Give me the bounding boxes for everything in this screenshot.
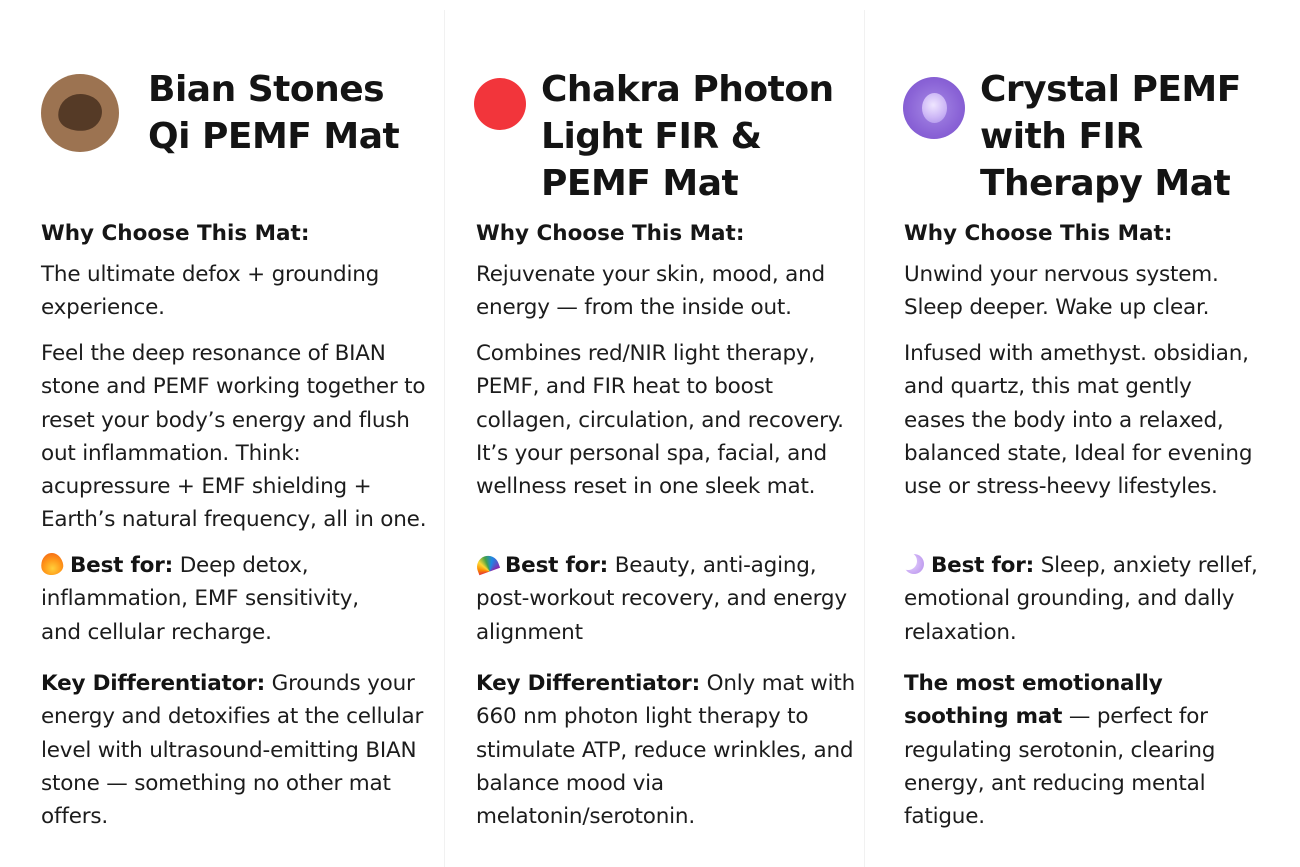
red-circle-icon (474, 78, 526, 130)
why-section (41, 218, 433, 250)
description: Feel the deep resonance of BIAN stone and PEMF working together to reset your body’s energy and flush out inflammation. Think: acupressure + EMF shielding + Earth’s natural frequency, all in one. (41, 341, 427, 533)
column-divider (444, 10, 445, 867)
fire-emoji-icon (40, 552, 65, 577)
purple-crystal-icon (903, 77, 965, 139)
why-heading: Why Choose This Mat: (904, 221, 1173, 246)
best-for-label: Best for: (70, 553, 174, 578)
why-heading: Why Choose This Mat: (476, 221, 745, 246)
brown-stone-icon (41, 74, 119, 152)
key-differentiator (904, 667, 1270, 833)
tagline: Unwind your nervous system. Sleep deeper. Wake up clear. (904, 262, 1219, 321)
crescent-moon-emoji-icon (904, 554, 924, 574)
key-differentiator-value: Grounds your energy and detoxifies at the cellular level with ultrasound-emitting BIAN stone — something no other mat offers. (41, 671, 424, 830)
best-for-value: Beauty, anti-aging, post-workout recovery, and energy alignment (476, 553, 847, 645)
description: Infused with amethyst. obsidian, and quartz, this mat gently eases the body into a relaxed, balanced state, Ideal for evening use or stress-heevy lifestyles. (904, 341, 1253, 500)
column-divider (864, 10, 865, 867)
best-for-value: Sleep, anxiety rellef, emotional grounding, and dally relaxation. (904, 553, 1258, 645)
tagline: Rejuvenate your skin, mood, and energy — from the inside out. (476, 262, 825, 321)
key-differentiator-value: Only mat with 660 nm photon light therapy to stimulate ATP, reduce wrinkles, and balance mood via melatonin/serotonin. (476, 671, 856, 830)
best-for-value: Deep detox, inflammation, EMF sensitivity, and cellular recharge. (41, 553, 359, 645)
key-differentiator-label: Key Differentiator: (476, 671, 700, 696)
tagline: The ultimate defox + grounding experience. (41, 262, 380, 321)
card-title: Chakra Photon Light FIR & PEMF Mat (541, 69, 834, 204)
best-for-text (904, 549, 1270, 649)
key-differentiator (476, 667, 860, 833)
key-differentiator-label: Key Differentiator: (41, 671, 265, 696)
why-heading: Why Choose This Mat: (41, 221, 310, 246)
best-for-text (476, 549, 848, 649)
card-title: Crystal PEMF with FIR Therapy Mat (980, 69, 1241, 204)
rainbow-emoji-icon (474, 553, 500, 576)
best-for-text (41, 549, 371, 649)
key-differentiator-label: The most emotionally soothing mat (904, 671, 1163, 730)
key-differentiator (41, 667, 433, 833)
description: Combines red/NIR light therapy, PEMF, and FIR heat to boost collagen, circulation, and recovery. It’s your personal spa, facial, and wellness reset in one sleek mat. (476, 341, 844, 500)
key-differentiator-value: — perfect for regulating serotonin, clearing energy, ant reducing mental fatigue. (904, 704, 1216, 830)
card-title: Bian Stones Qi PEMF Mat (148, 69, 400, 157)
best-for-label: Best for: (931, 553, 1035, 578)
best-for-label: Best for: (505, 553, 609, 578)
